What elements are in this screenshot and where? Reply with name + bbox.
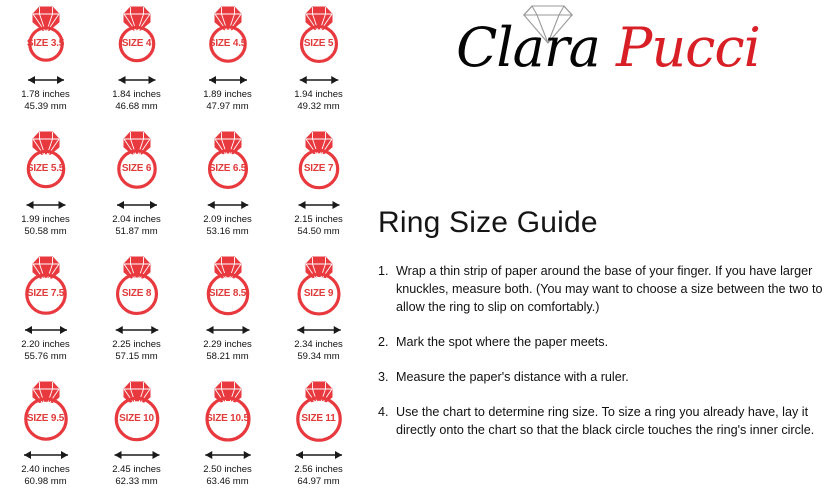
ring-measurement	[294, 464, 343, 487]
brand-logo	[368, 0, 839, 110]
ring-size-label: SIZE 10.5	[206, 413, 249, 424]
ring-size-cell	[91, 0, 182, 125]
ring-measurement	[21, 89, 70, 112]
ring-measurement	[203, 89, 252, 112]
ring-illustration	[280, 2, 358, 74]
ring-illustration	[7, 377, 85, 449]
ring-size-cell	[182, 375, 273, 500]
ring-measurement-mm: 64.97 mm	[297, 475, 340, 487]
ring-measurement-inches: 2.56 inches	[294, 464, 343, 475]
ring-measurement	[294, 89, 343, 112]
ring-measurement	[112, 464, 161, 487]
ring-illustration	[98, 377, 176, 449]
ring-measurement-mm: 50.58 mm	[24, 225, 67, 237]
ring-size-label: SIZE 4.5	[208, 38, 247, 49]
ring-size-label: SIZE 8.5	[208, 288, 247, 299]
ring-measurement	[203, 464, 252, 487]
measure-arrow-icon	[5, 198, 87, 212]
ring-size-cell	[0, 375, 91, 500]
ring-measurement-inches: 2.25 inches	[112, 339, 161, 350]
ring-measurement-mm: 47.97 mm	[206, 100, 249, 112]
ring-size-cell	[0, 250, 91, 375]
measure-arrow-icon	[187, 448, 269, 462]
ring-illustration	[7, 252, 85, 324]
ring-measurement-mm: 45.39 mm	[24, 100, 67, 112]
measure-arrow-icon	[96, 323, 178, 337]
ring-size-cell	[273, 250, 364, 375]
ring-size-cell	[91, 125, 182, 250]
measure-arrow-icon	[96, 198, 178, 212]
ring-size-cell	[0, 125, 91, 250]
ring-size-cell	[91, 375, 182, 500]
ring-measurement-mm: 51.87 mm	[115, 225, 158, 237]
ring-measurement	[112, 339, 161, 362]
ring-measurement-inches: 2.40 inches	[21, 464, 70, 475]
measure-arrow-icon	[278, 73, 360, 87]
ring-measurement	[112, 214, 161, 237]
ring-measurement-inches: 2.09 inches	[203, 214, 252, 225]
ring-measurement-inches: 1.84 inches	[112, 89, 161, 100]
brand-name	[378, 18, 838, 78]
ring-measurement-mm: 53.16 mm	[206, 225, 249, 237]
ring-size-label: SIZE 7.5	[26, 288, 65, 299]
ring-measurement-mm: 60.98 mm	[24, 475, 67, 487]
ring-measurement-mm: 46.68 mm	[115, 100, 158, 112]
ring-size-label: SIZE 6	[121, 163, 152, 174]
measure-arrow-icon	[278, 448, 360, 462]
ring-measurement-mm: 62.33 mm	[115, 475, 158, 487]
ring-size-cell	[273, 0, 364, 125]
ring-measurement	[203, 214, 252, 237]
guide-panel	[368, 0, 839, 501]
brand-name-first: Clara	[456, 16, 600, 79]
ring-size-cell	[273, 125, 364, 250]
ring-measurement-inches: 2.45 inches	[112, 464, 161, 475]
ring-illustration	[98, 252, 176, 324]
ring-size-label: SIZE 6.5	[208, 163, 247, 174]
measure-arrow-icon	[5, 323, 87, 337]
ring-measurement-inches: 2.50 inches	[203, 464, 252, 475]
ring-size-label: SIZE 9.5	[26, 413, 65, 424]
ring-measurement-mm: 59.34 mm	[297, 350, 340, 362]
measure-arrow-icon	[96, 448, 178, 462]
ring-measurement	[294, 339, 343, 362]
step-text: Wrap a thin strip of paper around the base of your finger. If you have larger knuckles, measure both. (You may want to choose a size between the two to allow the ring to slip on comfortably.)	[396, 264, 823, 314]
instruction-step	[378, 403, 830, 439]
ring-measurement-inches: 2.20 inches	[21, 339, 70, 350]
instruction-step	[378, 333, 830, 351]
ring-illustration	[189, 377, 267, 449]
measure-arrow-icon	[5, 73, 87, 87]
page-title: Ring Size Guide	[378, 206, 598, 239]
step-number: 4.	[378, 405, 389, 419]
ring-illustration	[98, 127, 176, 199]
ring-size-label: SIZE 3.5	[26, 38, 65, 49]
ring-illustration	[7, 2, 85, 74]
instructions-list	[378, 262, 830, 439]
ring-illustration	[189, 252, 267, 324]
measure-arrow-icon	[187, 198, 269, 212]
step-text: Measure the paper's distance with a ruler.	[396, 370, 629, 384]
ring-measurement-inches: 2.34 inches	[294, 339, 343, 350]
ring-measurement-mm: 57.15 mm	[115, 350, 158, 362]
ring-measurement-mm: 63.46 mm	[206, 475, 249, 487]
ring-measurement-inches: 2.29 inches	[203, 339, 252, 350]
measure-arrow-icon	[278, 198, 360, 212]
ring-measurement	[112, 89, 161, 112]
ring-size-cell	[182, 125, 273, 250]
ring-measurement	[21, 339, 70, 362]
ring-illustration	[280, 252, 358, 324]
ring-measurement	[294, 214, 343, 237]
ring-measurement-inches: 1.94 inches	[294, 89, 343, 100]
instruction-step	[378, 262, 830, 316]
measure-arrow-icon	[187, 73, 269, 87]
ring-illustration	[98, 2, 176, 74]
brand-name-second: Pucci	[616, 16, 760, 79]
step-number: 2.	[378, 335, 389, 349]
step-number: 1.	[378, 264, 389, 278]
step-number: 3.	[378, 370, 389, 384]
measure-arrow-icon	[5, 448, 87, 462]
ring-measurement-inches: 1.89 inches	[203, 89, 252, 100]
ring-size-cell	[273, 375, 364, 500]
ring-measurement-mm: 49.32 mm	[297, 100, 340, 112]
ring-size-label: SIZE 11	[301, 413, 336, 424]
ring-illustration	[280, 377, 358, 449]
ring-measurement-mm: 58.21 mm	[206, 350, 249, 362]
ring-size-cell	[182, 250, 273, 375]
ring-size-cell	[0, 0, 91, 125]
ring-illustration	[7, 127, 85, 199]
ring-size-chart	[0, 0, 364, 501]
ring-measurement-mm: 54.50 mm	[297, 225, 340, 237]
measure-arrow-icon	[96, 73, 178, 87]
step-text: Use the chart to determine ring size. To size a ring you already have, lay it directly onto the chart so that the black circle touches the ring's inner circle.	[396, 405, 815, 437]
ring-size-label: SIZE 5.5	[26, 163, 65, 174]
ring-measurement-inches: 2.15 inches	[294, 214, 343, 225]
ring-illustration	[280, 127, 358, 199]
ring-size-cell	[182, 0, 273, 125]
ring-size-label: SIZE 7	[303, 163, 334, 174]
ring-illustration	[189, 2, 267, 74]
ring-measurement-inches: 1.78 inches	[21, 89, 70, 100]
ring-size-label: SIZE 9	[303, 288, 334, 299]
ring-size-cell	[91, 250, 182, 375]
measure-arrow-icon	[278, 323, 360, 337]
ring-measurement-inches: 1.99 inches	[21, 214, 70, 225]
ring-measurement-inches: 2.04 inches	[112, 214, 161, 225]
step-text: Mark the spot where the paper meets.	[396, 335, 609, 349]
instruction-step	[378, 368, 830, 386]
ring-measurement	[21, 464, 70, 487]
ring-measurement-mm: 55.76 mm	[24, 350, 67, 362]
ring-size-label: SIZE 4	[121, 38, 152, 49]
ring-measurement	[21, 214, 70, 237]
ring-size-label: SIZE 5	[303, 38, 334, 49]
ring-size-label: SIZE 10	[119, 413, 154, 424]
ring-size-label: SIZE 8	[121, 288, 152, 299]
measure-arrow-icon	[187, 323, 269, 337]
ring-illustration	[189, 127, 267, 199]
ring-measurement	[203, 339, 252, 362]
